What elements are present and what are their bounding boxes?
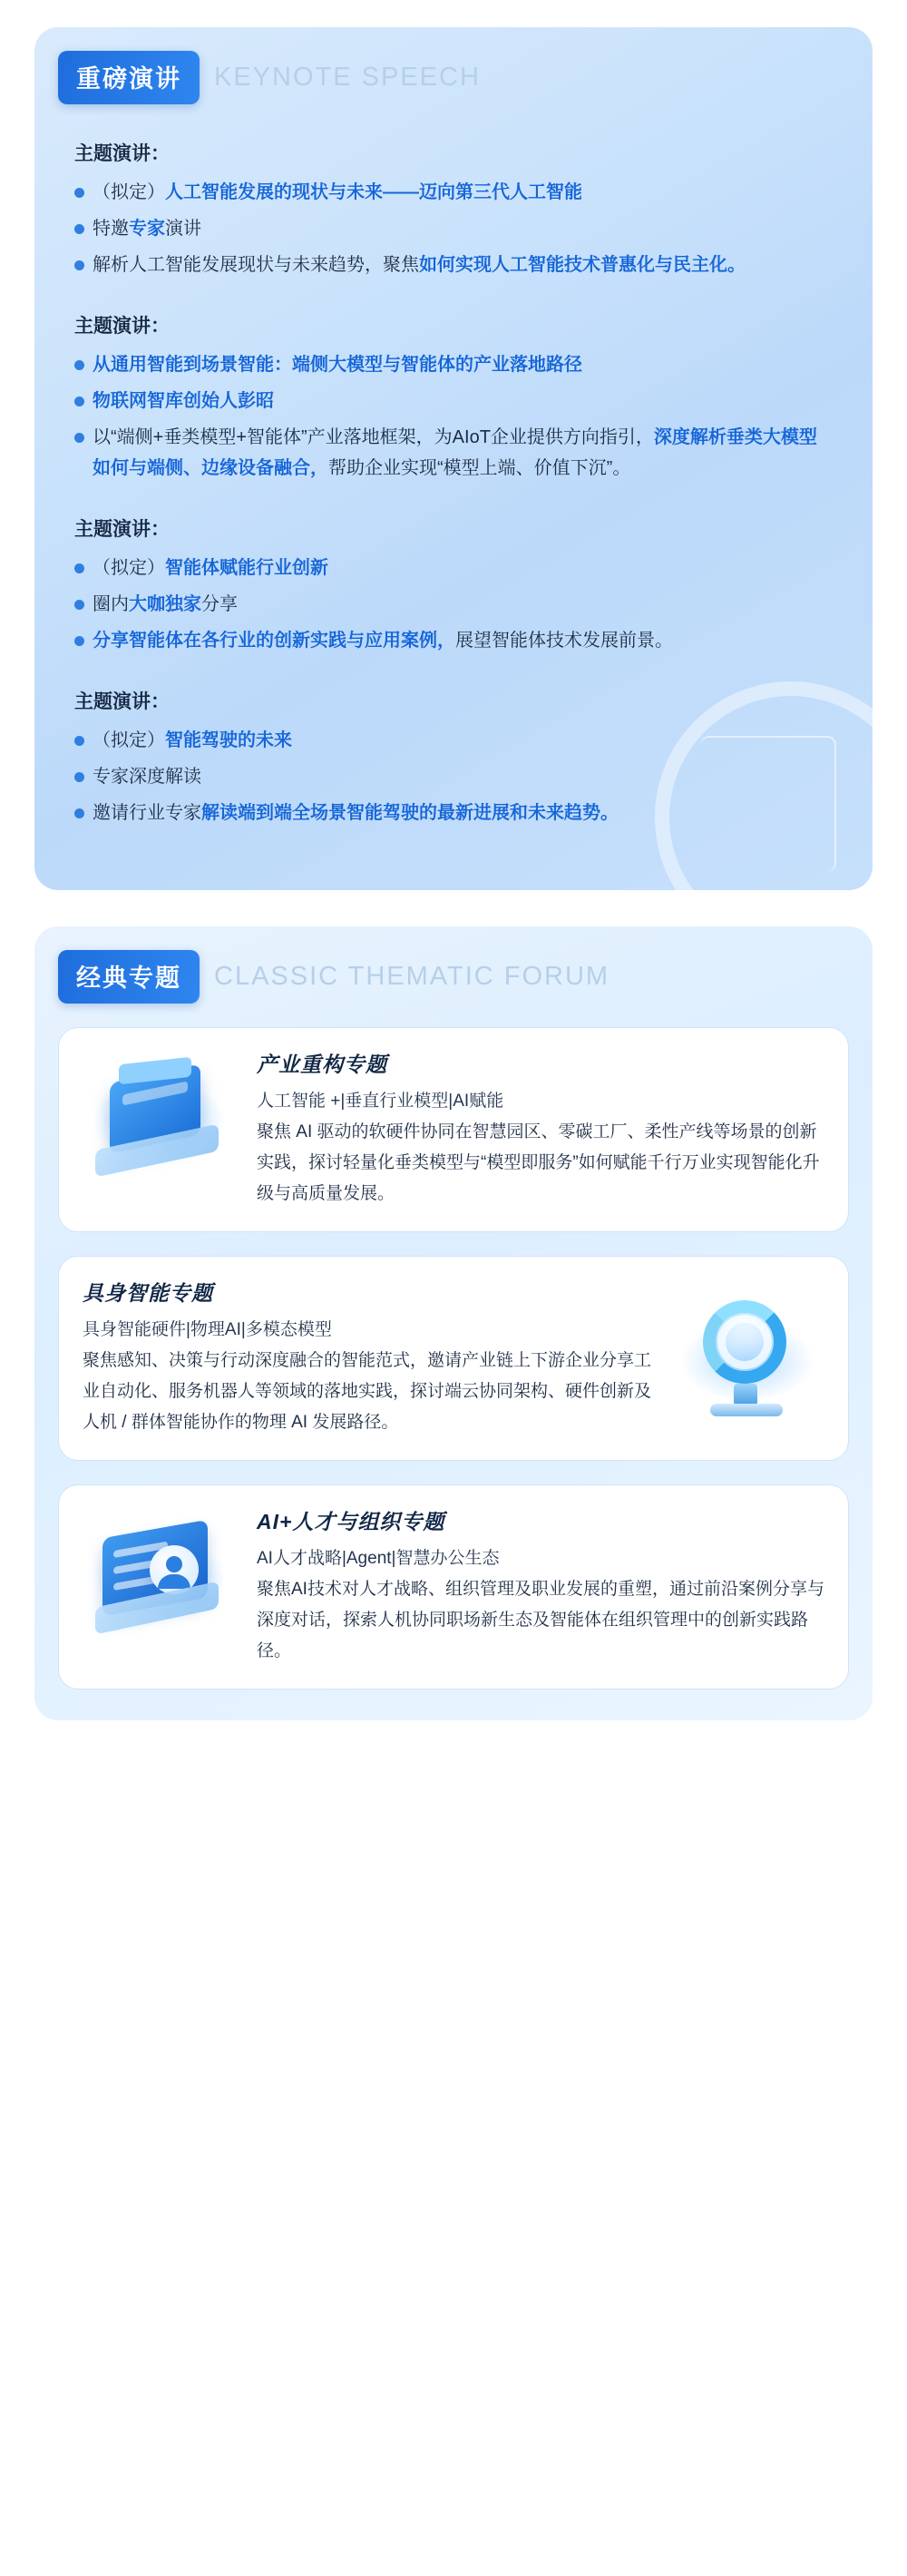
keynote-title-en: KEYNOTE SPEECH bbox=[214, 63, 481, 92]
list-item-text: 以“端侧+垂类模型+智能体”产业落地框架，为AIoT企业提供方向指引，深度解析垂类大模型如何与端侧、边缘设备融合，帮助企业实现“模型上端、价值下沉”。 bbox=[93, 427, 817, 478]
topic-title: 产业重构专题 bbox=[257, 1053, 387, 1076]
keynote-block bbox=[74, 687, 833, 828]
classic-thematic-section bbox=[34, 926, 873, 1720]
list-item bbox=[74, 213, 833, 244]
bullet-icon bbox=[74, 563, 84, 573]
topic-body: 聚焦 AI 驱动的软硬件协同在智慧园区、零碳工厂、柔性产线等场景的创新实践，探讨轻量化垂类模型与“模型即服务”如何赋能千行万业实现智能化升级与高质量发展。 bbox=[257, 1122, 820, 1203]
poster-page bbox=[0, 27, 907, 1757]
list-item bbox=[74, 386, 833, 416]
classic-title-cn: 经典专题 bbox=[58, 950, 200, 1004]
block-heading: 主题演讲： bbox=[74, 691, 170, 712]
topic-content bbox=[257, 1505, 824, 1667]
server-person-icon bbox=[83, 1505, 237, 1641]
topic-content bbox=[83, 1277, 661, 1438]
list-item-text: 特邀专家演讲 bbox=[93, 219, 201, 239]
topic-card bbox=[58, 1484, 849, 1690]
topic-subtitle: AI人才战略|Agent|智慧办公生态 bbox=[257, 1549, 500, 1568]
topic-subtitle: 具身智能硬件|物理AI|多模态模型 bbox=[83, 1320, 332, 1339]
topic-subtitle: 人工智能 +|垂直行业模型|AI赋能 bbox=[257, 1092, 504, 1111]
list-item-text: 分享智能体在各行业的创新实践与应用案例，展望智能体技术发展前景。 bbox=[93, 631, 673, 651]
list-item-text: 物联网智库创始人彭昭 bbox=[93, 391, 274, 411]
block-heading: 主题演讲： bbox=[74, 519, 170, 540]
bullet-icon bbox=[74, 772, 84, 782]
topic-title: 具身智能专题 bbox=[83, 1281, 213, 1305]
list-item bbox=[74, 422, 833, 484]
keynote-section-title bbox=[58, 51, 873, 104]
topic-title: AI+人才与组织专题 bbox=[257, 1510, 445, 1533]
list-item bbox=[74, 349, 833, 380]
list-item bbox=[74, 798, 833, 828]
topic-body: 聚焦AI技术对人才战略、组织管理及职业发展的重塑，通过前沿案例分享与深度对话，探索人机协同职场新生态及智能体在组织管理中的创新实践路径。 bbox=[257, 1580, 824, 1660]
list-item-text: 专家深度解读 bbox=[93, 767, 201, 787]
topic-card bbox=[58, 1256, 849, 1461]
list-item bbox=[74, 589, 833, 620]
bullet-icon bbox=[74, 433, 84, 443]
bullet-icon bbox=[74, 600, 84, 610]
list-item bbox=[74, 761, 833, 792]
bullet-icon bbox=[74, 224, 84, 234]
keynote-section bbox=[34, 27, 873, 890]
list-item bbox=[74, 625, 833, 656]
classic-title-en: CLASSIC THEMATIC FORUM bbox=[214, 962, 610, 991]
cube-server-icon bbox=[83, 1048, 237, 1184]
list-item-text: （拟定）智能驾驶的未来 bbox=[93, 730, 292, 750]
list-item bbox=[74, 725, 833, 756]
list-item-text: （拟定）智能体赋能行业创新 bbox=[93, 558, 328, 578]
bullet-icon bbox=[74, 636, 84, 646]
bullet-icon bbox=[74, 397, 84, 406]
bullet-icon bbox=[74, 188, 84, 198]
keynote-title-cn: 重磅演讲 bbox=[58, 51, 200, 104]
bullet-icon bbox=[74, 260, 84, 270]
list-item bbox=[74, 553, 833, 583]
bullet-icon bbox=[74, 808, 84, 818]
list-item-text: （拟定）人工智能发展的现状与未来——迈向第三代人工智能 bbox=[93, 182, 582, 202]
topic-content bbox=[257, 1048, 824, 1210]
list-item-text: 从通用智能到场景智能：端侧大模型与智能体的产业落地路径 bbox=[93, 355, 582, 375]
torus-sphere-icon bbox=[670, 1289, 824, 1425]
keynote-body bbox=[34, 104, 873, 828]
keynote-block bbox=[74, 139, 833, 280]
list-item-text: 邀请行业专家解读端到端全场景智能驾驶的最新进展和未来趋势。 bbox=[93, 803, 619, 823]
bullet-icon bbox=[74, 736, 84, 746]
bullet-icon bbox=[74, 360, 84, 370]
list-item bbox=[74, 177, 833, 208]
block-heading: 主题演讲： bbox=[74, 143, 170, 164]
block-heading: 主题演讲： bbox=[74, 316, 170, 337]
topic-body: 聚焦感知、决策与行动深度融合的智能范式，邀请产业链上下游企业分享工业自动化、服务机器人等领域的落地实践，探讨端云协同架构、硬件创新及人机 / 群体智能协作的物理 AI 发展路径。 bbox=[83, 1351, 652, 1432]
list-item bbox=[74, 250, 833, 280]
keynote-block bbox=[74, 514, 833, 656]
list-item-text: 解析人工智能发展现状与未来趋势，聚焦如何实现人工智能技术普惠化与民主化。 bbox=[93, 255, 746, 275]
topic-card bbox=[58, 1027, 849, 1232]
list-item-text: 圈内大咖独家分享 bbox=[93, 594, 238, 614]
classic-section-title bbox=[58, 950, 873, 1004]
keynote-block bbox=[74, 311, 833, 484]
